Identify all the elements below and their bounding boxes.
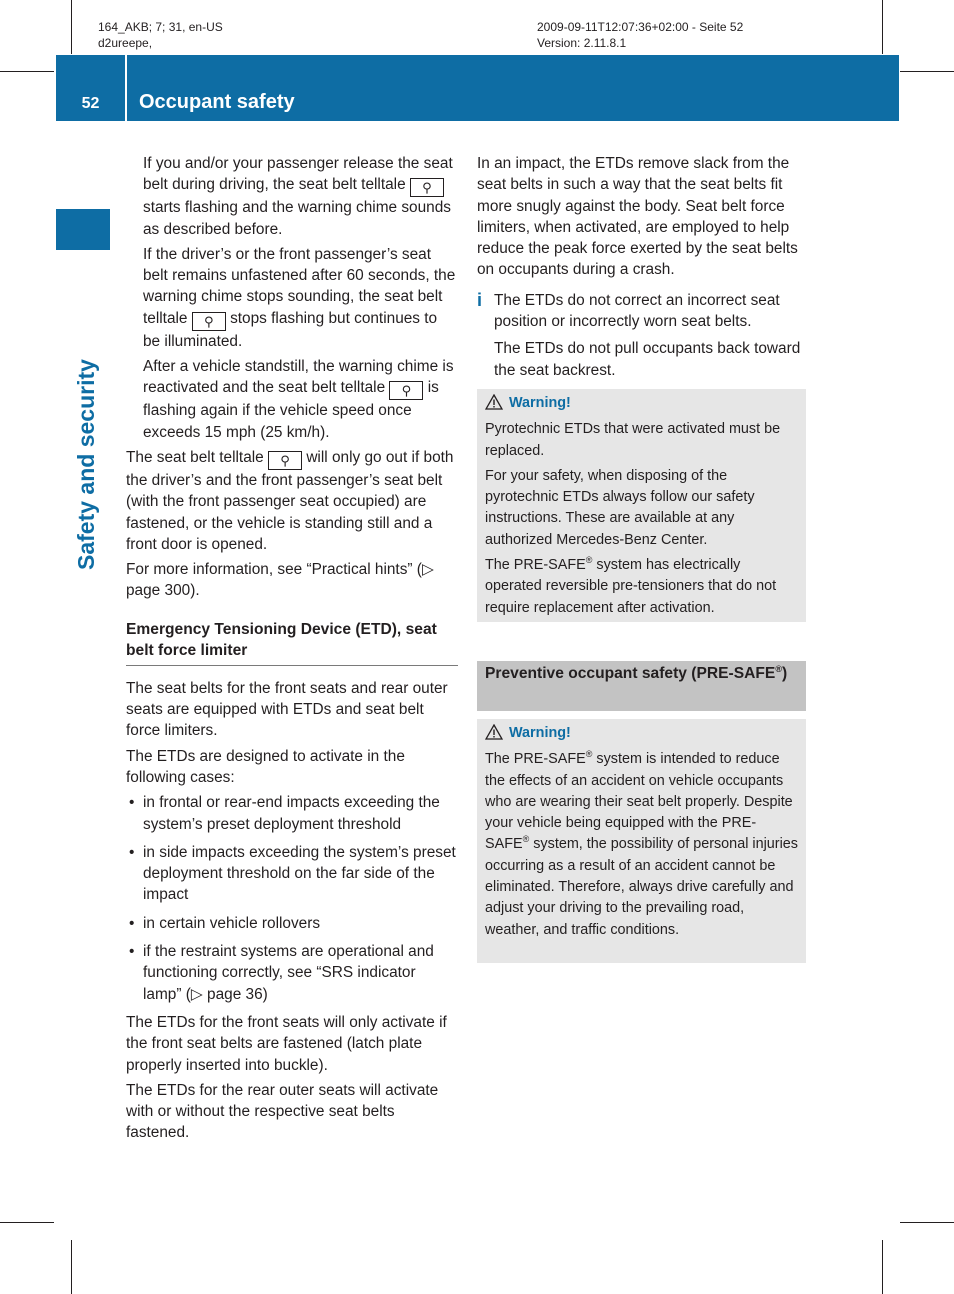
print-meta-line: Version: 2.11.8.1 xyxy=(537,36,627,50)
seatbelt-telltale-icon: ⚲ xyxy=(192,312,226,331)
text: is flashing again if the vehicle speed once exceeds 15 mph (25 km/h). xyxy=(143,379,439,441)
warning-triangle-icon xyxy=(485,724,503,747)
page-ref-arrow-icon: ▷ xyxy=(190,985,203,1003)
left-column xyxy=(126,153,458,1148)
crop-mark xyxy=(0,71,54,72)
text: system has electrically operated reversible pre-tensioners that do not require replacement after activation. xyxy=(485,557,777,616)
crop-mark xyxy=(882,0,883,54)
paragraph: Pyrotechnic ETDs that were activated must be replaced. xyxy=(485,421,781,459)
registered-mark: ® xyxy=(775,663,782,674)
right-column xyxy=(477,153,809,387)
print-meta-line: 2009-09-11T12:07:36+02:00 - Seite 52 xyxy=(537,20,744,34)
text: Preventive occupant safety (PRE-SAFE xyxy=(485,665,776,682)
bullet-icon: • xyxy=(129,943,135,961)
info-icon: i xyxy=(477,289,483,310)
side-tab-label: Safety and security xyxy=(73,359,99,570)
paragraph: The ETDs for the front seats will only activate if the front seat belts are fastened (latch plate properly inserted into buckle). xyxy=(126,1013,447,1074)
bullet-icon: • xyxy=(129,794,135,812)
paragraph: For your safety, when disposing of the pyrotechnic ETDs always follow our safety instructions. These are available at any authorized Mercedes-Benz Center. xyxy=(485,467,755,548)
warning-heading xyxy=(485,723,798,747)
registered-mark: ® xyxy=(585,749,593,760)
page-ref-arrow-icon: ▷ xyxy=(421,561,434,579)
section-heading xyxy=(477,661,806,711)
bullet-icon: • xyxy=(129,843,135,861)
text: After a vehicle standstill, the warning chime is reactivated and the seat belt telltale xyxy=(143,358,454,397)
header-bar xyxy=(56,55,899,121)
paragraph xyxy=(126,559,458,602)
list-item xyxy=(126,941,458,1005)
warning-label: Warning! xyxy=(509,395,571,411)
text: in side impacts exceeding the system’s preset deployment threshold on the far side of the impact xyxy=(143,843,456,904)
bullet-icon: • xyxy=(129,914,135,932)
warning-heading xyxy=(485,393,798,417)
crop-mark xyxy=(0,1222,54,1223)
list-item xyxy=(126,842,458,906)
text: will only go out if both the driver’s and the front passenger’s seat belt (with the front passenger seat occupied) are fastened, or the vehicle is standing still and a front door is opened. xyxy=(126,448,454,553)
text: If you and/or your passenger release the seat belt during driving, the seat belt telltale xyxy=(143,155,453,194)
text: if the restraint systems are operational and functioning correctly, see “SRS indicator lamp” ( xyxy=(143,943,434,1003)
text: The PRE-SAFE xyxy=(485,751,586,768)
paragraph xyxy=(126,153,458,240)
warning-box xyxy=(477,719,806,963)
text: ) xyxy=(781,665,788,682)
text: in certain vehicle rollovers xyxy=(143,914,321,932)
warning-box xyxy=(477,389,806,622)
text: The seat belt telltale xyxy=(126,448,264,466)
crop-mark xyxy=(71,1240,72,1294)
warning-label: Warning! xyxy=(509,725,571,741)
text: The ETDs do not pull occupants back toward the seat backrest. xyxy=(494,340,801,379)
subsection-heading: Emergency Tensioning Device (ETD), seat belt force limiter xyxy=(126,619,458,666)
text: in frontal or rear-end impacts exceeding the system’s preset deployment threshold xyxy=(143,794,440,833)
warning-triangle-icon xyxy=(485,394,503,417)
text: system is intended to reduce the effects of an accident on vehicle occupants who are wearing their seat belt properly. Despite your vehicle being equipped with the PRE-SAFE xyxy=(485,751,793,853)
registered-mark: ® xyxy=(522,834,530,845)
crop-mark xyxy=(900,1222,954,1223)
info-note xyxy=(477,290,809,333)
crop-mark xyxy=(900,71,954,72)
text: If the driver’s or the front passenger’s seat belt remains unfastened after 60 seconds, the warning chime stops sounding, the seat belt telltale xyxy=(143,245,456,327)
crop-mark xyxy=(882,1240,883,1294)
paragraph xyxy=(485,749,798,941)
paragraph xyxy=(126,244,458,352)
paragraph xyxy=(485,555,798,619)
paragraph xyxy=(126,447,458,555)
section-title: Occupant safety xyxy=(139,91,295,113)
text: page 300). xyxy=(126,582,200,600)
paragraph xyxy=(126,356,458,443)
header-divider xyxy=(125,55,127,121)
text: The ETDs do not correct an incorrect seat position or incorrectly worn seat belts. xyxy=(494,291,780,331)
seatbelt-telltale-icon: ⚲ xyxy=(268,451,302,470)
seatbelt-telltale-icon: ⚲ xyxy=(410,178,444,197)
list-item xyxy=(126,792,458,835)
print-meta-line: 164_AKB; 7; 31, en-US xyxy=(98,20,223,34)
bullet-list xyxy=(126,792,458,1005)
paragraph: The ETDs are designed to activate in the following cases: xyxy=(126,747,405,786)
print-meta-left xyxy=(98,19,223,51)
text: stops flashing but continues to be illuminated. xyxy=(143,309,438,350)
crop-mark xyxy=(71,0,72,54)
paragraph: The ETDs for the rear outer seats will activate with or without the respective seat belts fastened. xyxy=(126,1081,439,1142)
text: For more information, see “Practical hints” ( xyxy=(126,561,422,579)
info-note xyxy=(477,338,809,381)
text: starts flashing and the warning chime sounds as described before. xyxy=(143,199,451,238)
text: system, the possibility of personal injuries occurring as a result of an accident cannot be eliminated. Therefore, always drive carefully and adjust your driving to the prevailing road, weather, and traffic conditions. xyxy=(485,836,798,938)
print-meta-right xyxy=(537,19,743,51)
seatbelt-telltale-icon: ⚲ xyxy=(389,381,423,400)
paragraph: The seat belts for the front seats and rear outer seats are equipped with ETDs and seat belt force limiters. xyxy=(126,679,448,740)
print-meta-line: d2ureepe, xyxy=(98,36,153,50)
text: The PRE-SAFE xyxy=(485,557,586,574)
registered-mark: ® xyxy=(585,555,593,566)
text: page 36) xyxy=(202,985,268,1003)
paragraph: In an impact, the ETDs remove slack from the seat belts in such a way that the seat belts fit more snugly against the body. Seat belt force limiters, when activated, are employed to help reduce the peak force exerted by the seat belts on occupants during a crash. xyxy=(477,155,798,279)
list-item xyxy=(126,913,458,934)
page-number: 52 xyxy=(81,95,100,112)
